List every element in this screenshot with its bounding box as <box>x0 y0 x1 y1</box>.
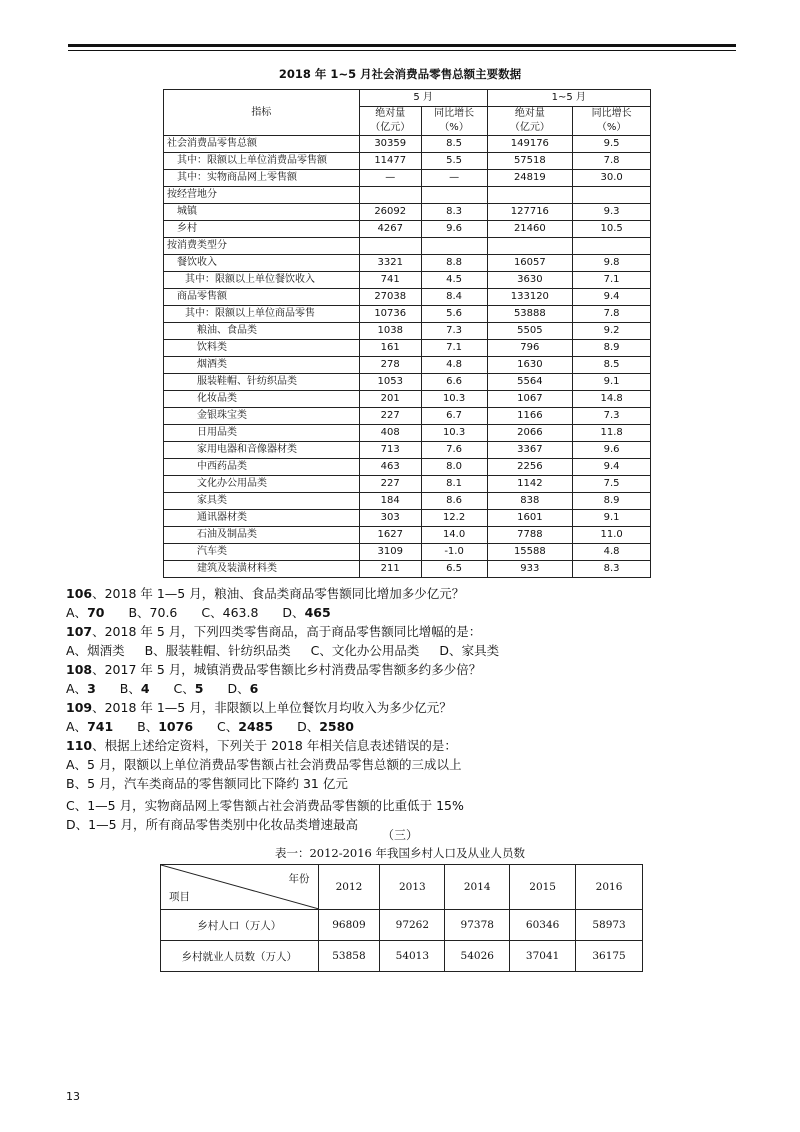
row-label: 按经营地分 <box>164 187 360 204</box>
page-number: 13 <box>66 1090 80 1103</box>
row-value: 30.0 <box>573 170 651 187</box>
row-value: 9.8 <box>573 255 651 272</box>
row-label: 城镇 <box>164 204 360 221</box>
option: B、1076 <box>137 719 194 734</box>
row-value: 1067 <box>487 391 573 408</box>
question-stem: 109、2018 年 1—5 月，非限额以上单位餐饮月均收入为多少亿元？ <box>66 700 452 715</box>
row-value: 8.1 <box>421 476 487 493</box>
row-value: 53888 <box>487 306 573 323</box>
row-label: 其中：实物商品网上零售额 <box>164 170 360 187</box>
table1-row <box>164 527 651 544</box>
corner-label-year: 年份 <box>288 873 310 885</box>
row-value: 8.3 <box>573 561 651 578</box>
row-value: — <box>421 170 487 187</box>
row-value: 227 <box>359 408 421 425</box>
year-header: 2012 <box>318 865 380 910</box>
row-value: 5564 <box>487 374 573 391</box>
row-value: 58973 <box>576 910 643 941</box>
header-indicator: 指标 <box>164 90 360 136</box>
row-value: 9.4 <box>573 459 651 476</box>
row-value: 2256 <box>487 459 573 476</box>
row-value: 14.0 <box>421 527 487 544</box>
table2-header-row <box>161 865 643 910</box>
row-label: 烟酒类 <box>164 357 360 374</box>
question-110-option-b: B、5 月，汽车类商品的零售额同比下降约 31 亿元 <box>66 776 348 791</box>
row-label: 饮料类 <box>164 340 360 357</box>
row-value: 7788 <box>487 527 573 544</box>
header-abs-janmay: 绝对量 （亿元） <box>487 107 573 136</box>
row-value: 27038 <box>359 289 421 306</box>
row-value: 10.3 <box>421 425 487 442</box>
row-label: 日用品类 <box>164 425 360 442</box>
row-value: 24819 <box>487 170 573 187</box>
header-abs-may: 绝对量 （亿元） <box>359 107 421 136</box>
row-value: 9.2 <box>573 323 651 340</box>
row-value: 10.3 <box>421 391 487 408</box>
row-value: 9.6 <box>421 221 487 238</box>
table1-title: 2018 年 1~5 月社会消费品零售总额主要数据 <box>278 67 522 81</box>
row-value <box>359 187 421 204</box>
row-value: 796 <box>487 340 573 357</box>
row-value: 7.6 <box>421 442 487 459</box>
row-label: 其中：限额以上单位餐饮收入 <box>164 272 360 289</box>
row-value: 161 <box>359 340 421 357</box>
row-value: 408 <box>359 425 421 442</box>
table2-row <box>161 941 643 972</box>
option: D、家具类 <box>439 643 500 658</box>
option: C、463.8 <box>201 605 259 620</box>
table1-row <box>164 374 651 391</box>
row-value: 11477 <box>359 153 421 170</box>
row-value: 4.8 <box>421 357 487 374</box>
header-jan-may: 1~5 月 <box>487 90 651 107</box>
row-value <box>573 238 651 255</box>
question-options <box>66 641 746 660</box>
question-110-option-a: A、5 月，限额以上单位消费品零售额占社会消费品零售总额的三成以上 <box>66 757 462 772</box>
row-label: 服装鞋帽、针纺织品类 <box>164 374 360 391</box>
row-value: 15588 <box>487 544 573 561</box>
row-value: 3367 <box>487 442 573 459</box>
table1-row <box>164 357 651 374</box>
question-110-stem: 110、根据上述给定资料，下列关于 2018 年相关信息表述错误的是： <box>66 738 457 753</box>
year-header: 2016 <box>576 865 643 910</box>
row-value: 1142 <box>487 476 573 493</box>
row-value: 12.2 <box>421 510 487 527</box>
row-label: 文化办公用品类 <box>164 476 360 493</box>
option: C、2485 <box>217 719 274 734</box>
row-value: 2066 <box>487 425 573 442</box>
row-value: 7.1 <box>573 272 651 289</box>
row-value: 9.5 <box>573 136 651 153</box>
table1-row <box>164 442 651 459</box>
row-value <box>487 187 573 204</box>
row-value: 1038 <box>359 323 421 340</box>
row-value: 9.1 <box>573 510 651 527</box>
row-value: 3321 <box>359 255 421 272</box>
retail-sales-table <box>163 89 651 578</box>
row-value: 463 <box>359 459 421 476</box>
row-value: 7.8 <box>573 306 651 323</box>
section-heading: （三） <box>381 828 418 842</box>
table1-row <box>164 340 651 357</box>
row-value: 60346 <box>510 910 576 941</box>
row-value: 5505 <box>487 323 573 340</box>
option: B、70.6 <box>128 605 178 620</box>
corner-label-item: 项目 <box>169 891 190 903</box>
option: D、6 <box>227 681 259 696</box>
table1-row <box>164 561 651 578</box>
row-value: 21460 <box>487 221 573 238</box>
row-value: 1601 <box>487 510 573 527</box>
row-label: 通讯器材类 <box>164 510 360 527</box>
question-options <box>66 603 746 622</box>
row-value: 1166 <box>487 408 573 425</box>
row-value <box>573 187 651 204</box>
row-value: 838 <box>487 493 573 510</box>
table2-title: 表一：2012-2016 年我国乡村人口及从业人员数 <box>274 846 526 860</box>
header-yoy-may: 同比增长 （%） <box>421 107 487 136</box>
row-value: 8.9 <box>573 493 651 510</box>
row-label: 汽车类 <box>164 544 360 561</box>
year-header: 2014 <box>445 865 510 910</box>
header-rule-thin <box>68 50 736 51</box>
row-value: 30359 <box>359 136 421 153</box>
row-value: 8.5 <box>421 136 487 153</box>
row-value <box>359 238 421 255</box>
row-value: 741 <box>359 272 421 289</box>
option: C、文化办公用品类 <box>310 643 420 658</box>
question-options <box>66 679 746 698</box>
row-value: 713 <box>359 442 421 459</box>
row-value: 53858 <box>318 941 380 972</box>
row-value: 54013 <box>380 941 445 972</box>
row-value: 184 <box>359 493 421 510</box>
row-value: 97378 <box>445 910 510 941</box>
row-value: 4.8 <box>573 544 651 561</box>
row-value: -1.0 <box>421 544 487 561</box>
row-label: 按消费类型分 <box>164 238 360 255</box>
row-value: 11.8 <box>573 425 651 442</box>
row-value: 8.9 <box>573 340 651 357</box>
row-value: 1630 <box>487 357 573 374</box>
row-label: 家用电器和音像器材类 <box>164 442 360 459</box>
row-value: 3630 <box>487 272 573 289</box>
row-value: 227 <box>359 476 421 493</box>
row-value: 7.3 <box>573 408 651 425</box>
table1-row <box>164 289 651 306</box>
option: D、465 <box>282 605 331 620</box>
table1-row <box>164 170 651 187</box>
table1-row <box>164 408 651 425</box>
row-value: 54026 <box>445 941 510 972</box>
row-label: 化妆品类 <box>164 391 360 408</box>
row-value: 7.8 <box>573 153 651 170</box>
row-value <box>421 238 487 255</box>
row-value: 6.7 <box>421 408 487 425</box>
rural-population-table <box>160 864 643 972</box>
row-value: 8.5 <box>573 357 651 374</box>
question-110 <box>66 736 746 834</box>
row-value: 8.8 <box>421 255 487 272</box>
row-value: 4267 <box>359 221 421 238</box>
question-110-option-c: C、1—5 月，实物商品网上零售额占社会消费品零售额的比重低于 15% <box>66 798 464 813</box>
year-header: 2015 <box>510 865 576 910</box>
row-value: 36175 <box>576 941 643 972</box>
row-value <box>421 187 487 204</box>
table1-row <box>164 255 651 272</box>
row-label: 粮油、食品类 <box>164 323 360 340</box>
table1-row <box>164 306 651 323</box>
row-value: 8.0 <box>421 459 487 476</box>
row-value: 9.6 <box>573 442 651 459</box>
row-value: 8.3 <box>421 204 487 221</box>
table2-corner-cell <box>161 865 319 910</box>
table1-row <box>164 425 651 442</box>
row-value: 133120 <box>487 289 573 306</box>
row-value: 933 <box>487 561 573 578</box>
row-value: 6.5 <box>421 561 487 578</box>
option: A、741 <box>66 719 114 734</box>
year-header: 2013 <box>380 865 445 910</box>
row-value: 6.6 <box>421 374 487 391</box>
table1-row <box>164 187 651 204</box>
row-value: 11.0 <box>573 527 651 544</box>
row-label: 商品零售额 <box>164 289 360 306</box>
row-label: 社会消费品零售总额 <box>164 136 360 153</box>
question-stem: 108、2017 年 5 月，城镇消费品零售额比乡村消费品零售额多约多少倍？ <box>66 662 482 677</box>
question-stem: 106、2018 年 1—5 月，粮油、食品类商品零售额同比增加多少亿元？ <box>66 586 465 601</box>
table1-row <box>164 544 651 561</box>
row-label: 乡村人口（万人） <box>161 910 319 941</box>
question-stem: 107、2018 年 5 月，下列四类零售商品，高于商品零售额同比增幅的是： <box>66 624 482 639</box>
row-value: 26092 <box>359 204 421 221</box>
row-value: 9.3 <box>573 204 651 221</box>
table1-row <box>164 459 651 476</box>
option: B、4 <box>119 681 150 696</box>
row-value: 37041 <box>510 941 576 972</box>
row-value <box>487 238 573 255</box>
header-may: 5 月 <box>359 90 487 107</box>
table1-row <box>164 238 651 255</box>
row-value: 303 <box>359 510 421 527</box>
row-value: 4.5 <box>421 272 487 289</box>
row-value: 14.8 <box>573 391 651 408</box>
option: A、70 <box>66 605 105 620</box>
row-value: 16057 <box>487 255 573 272</box>
question-options <box>66 717 746 736</box>
row-label: 其中：限额以上单位消费品零售额 <box>164 153 360 170</box>
row-label: 家具类 <box>164 493 360 510</box>
header-yoy-janmay: 同比增长 （%） <box>573 107 651 136</box>
row-value: 96809 <box>318 910 380 941</box>
row-value: 8.6 <box>421 493 487 510</box>
row-label: 其中：限额以上单位商品零售 <box>164 306 360 323</box>
row-value: 3109 <box>359 544 421 561</box>
table1-row <box>164 204 651 221</box>
row-label: 金银珠宝类 <box>164 408 360 425</box>
row-value: 10736 <box>359 306 421 323</box>
table1-row <box>164 510 651 527</box>
table1-row <box>164 272 651 289</box>
row-value: 9.4 <box>573 289 651 306</box>
row-value: 8.4 <box>421 289 487 306</box>
row-value: 10.5 <box>573 221 651 238</box>
row-label: 乡村就业人员数（万人） <box>161 941 319 972</box>
row-value: 97262 <box>380 910 445 941</box>
row-value: 7.3 <box>421 323 487 340</box>
question-110-option-d: D、1—5 月，所有商品零售类别中化妆品类增速最高 <box>66 817 359 832</box>
row-label: 餐饮收入 <box>164 255 360 272</box>
table1-row <box>164 476 651 493</box>
option: A、烟酒类 <box>66 643 125 658</box>
row-value: 211 <box>359 561 421 578</box>
table1-row <box>164 391 651 408</box>
table1-header-row-1 <box>164 90 651 107</box>
row-value: 7.5 <box>573 476 651 493</box>
option: C、5 <box>173 681 204 696</box>
option: A、3 <box>66 681 96 696</box>
row-value: 278 <box>359 357 421 374</box>
row-label: 乡村 <box>164 221 360 238</box>
table2-row <box>161 910 643 941</box>
row-value: 201 <box>359 391 421 408</box>
row-value: 7.1 <box>421 340 487 357</box>
row-value: 5.5 <box>421 153 487 170</box>
row-value: 9.1 <box>573 374 651 391</box>
table1-row <box>164 493 651 510</box>
row-value: 1627 <box>359 527 421 544</box>
row-value: 1053 <box>359 374 421 391</box>
option: B、服装鞋帽、针纺织品类 <box>144 643 291 658</box>
table1-row <box>164 221 651 238</box>
table1-row <box>164 323 651 340</box>
row-value: 149176 <box>487 136 573 153</box>
header-rule-thick <box>68 44 736 47</box>
row-value: 57518 <box>487 153 573 170</box>
row-label: 建筑及装潢材料类 <box>164 561 360 578</box>
table1-row <box>164 136 651 153</box>
option: D、2580 <box>297 719 354 734</box>
row-value: — <box>359 170 421 187</box>
questions-block <box>66 584 746 736</box>
table1-row <box>164 153 651 170</box>
row-label: 中西药品类 <box>164 459 360 476</box>
row-value: 5.6 <box>421 306 487 323</box>
row-label: 石油及制品类 <box>164 527 360 544</box>
row-value: 127716 <box>487 204 573 221</box>
